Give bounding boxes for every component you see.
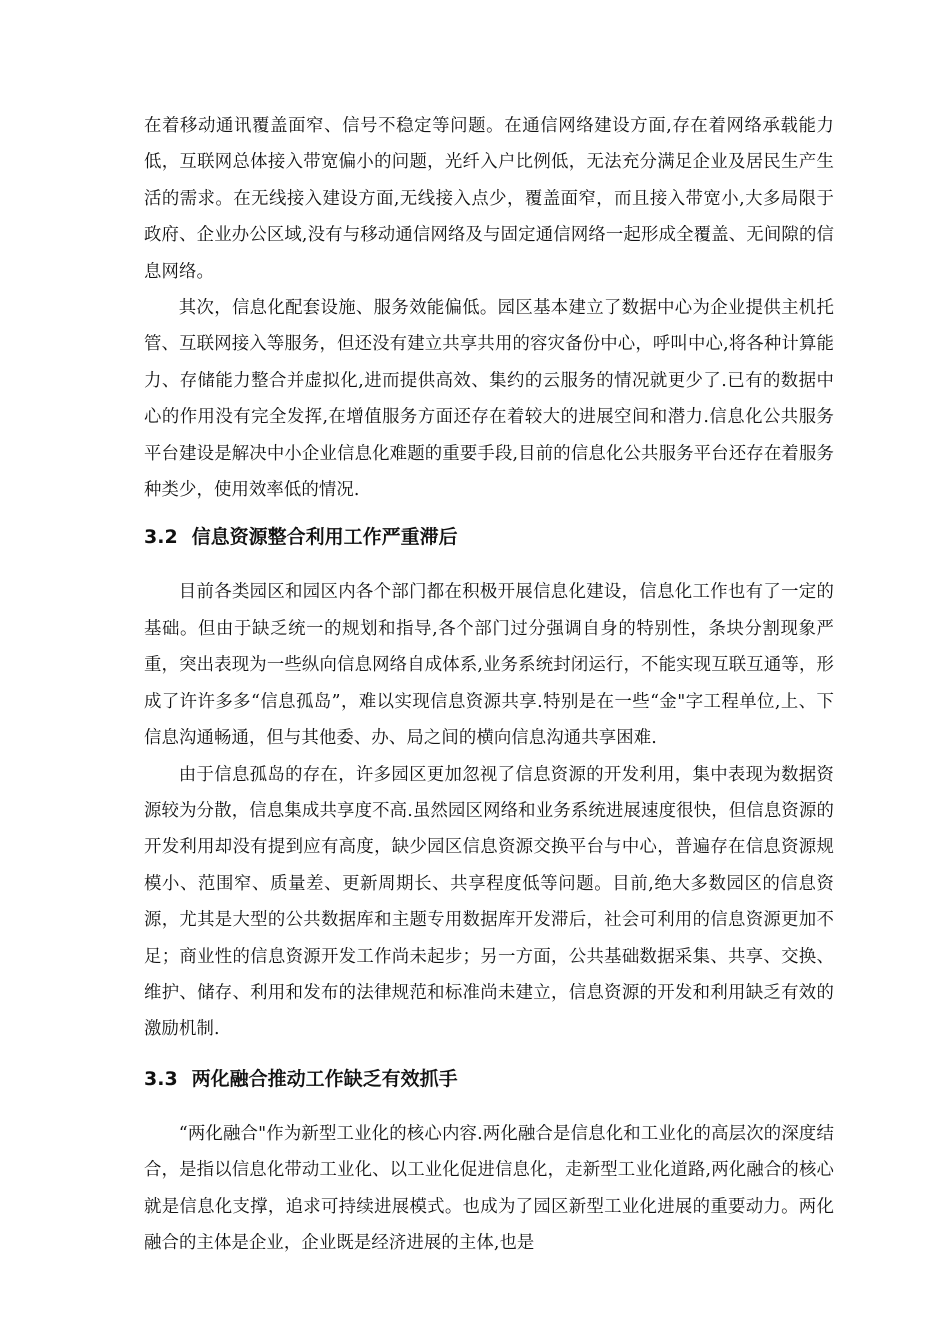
paragraph-info-islands: 目前各类园区和园区内各个部门都在积极开展信息化建设，信息化工作也有了一定的基础。但由于缺乏统一的规划和指导,各个部门过分强调自身的特别性，条块分割现象严重，突出表现为一些纵向信息网络自成体系,业务系统封闭运行，不能实现互联互通等，形成了许许多多“信息孤岛”，难以实现信息资源共享.特别是在一些“金"字工程单位,上、下信息沟通畅通，但与其他委、办、局之间的横向信息沟通共享困难. <box>144 582 834 749</box>
section-number: 3.3 <box>144 1067 178 1090</box>
paragraph-two-integration: “两化融合"作为新型工业化的核心内容.两化融合是信息化和工业化的高层次的深度结合，是指以信息化带动工业化、以工业化促进信息化，走新型工业化道路,两化融合的核心就是信息化支撑，追求可持续进展模式。也成为了园区新型工业化进展的重要动力。两化融合的主体是企业，企业既是经济进展的主体,也是 <box>144 1123 834 1253</box>
document-body <box>144 108 834 1261</box>
section-heading-3-3 <box>144 1064 834 1094</box>
paragraph-resource-development: 由于信息孤岛的存在，许多园区更加忽视了信息资源的开发利用，集中表现为数据资源较为分散，信息集成共享度不高.虽然园区网络和业务系统进展速度很快，但信息资源的开发利用却没有提到应有高度，缺少园区信息资源交换平台与中心，普遍存在信息资源规模小、范围窄、质量差、更新周期长、共享程度低等问题。目前,绝大多数园区的信息资源，尤其是大型的公共数据库和主题专用数据库开发滞后，社会可利用的信息资源更加不足；商业性的信息资源开发工作尚未起步；另一方面，公共基础数据采集、共享、交换、维护、储存、利用和发布的法律规范和标准尚未建立，信息资源的开发和利用缺乏有效的激励机制. <box>144 764 834 1040</box>
section-title: 信息资源整合利用工作严重滞后 <box>191 526 458 549</box>
paragraph-network-coverage: 在着移动通讯覆盖面窄、信号不稳定等问题。在通信网络建设方面,存在着网络承载能力低，互联网总体接入带宽偏小的问题，光纤入户比例低，无法充分满足企业及居民生产生活的需求。在无线接入建设方面,无线接入点少，覆盖面窄，而且接入带宽小,大多局限于政府、企业办公区域,没有与移动通信网络及与固定通信网络一起形成全覆盖、无间隙的信息网络。 <box>144 116 834 282</box>
section-title: 两化融合推动工作缺乏有效抓手 <box>191 1067 458 1090</box>
paragraph-facilities-service: 其次，信息化配套设施、服务效能偏低。园区基本建立了数据中心为企业提供主机托管、互联网接入等服务，但还没有建立共享共用的容灾备份中心，呼叫中心,将各种计算能力、存储能力整合并虚拟化,进而提供高效、集约的云服务的情况就更少了.已有的数据中心的作用没有完全发挥,在增值服务方面还存在着较大的进展空间和潜力.信息化公共服务平台建设是解决中小企业信息化难题的重要手段,目前的信息化公共服务平台还存在着服务种类少，使用效率低的情况. <box>144 298 834 501</box>
section-number: 3.2 <box>144 526 178 549</box>
section-heading-3-2 <box>144 522 834 552</box>
